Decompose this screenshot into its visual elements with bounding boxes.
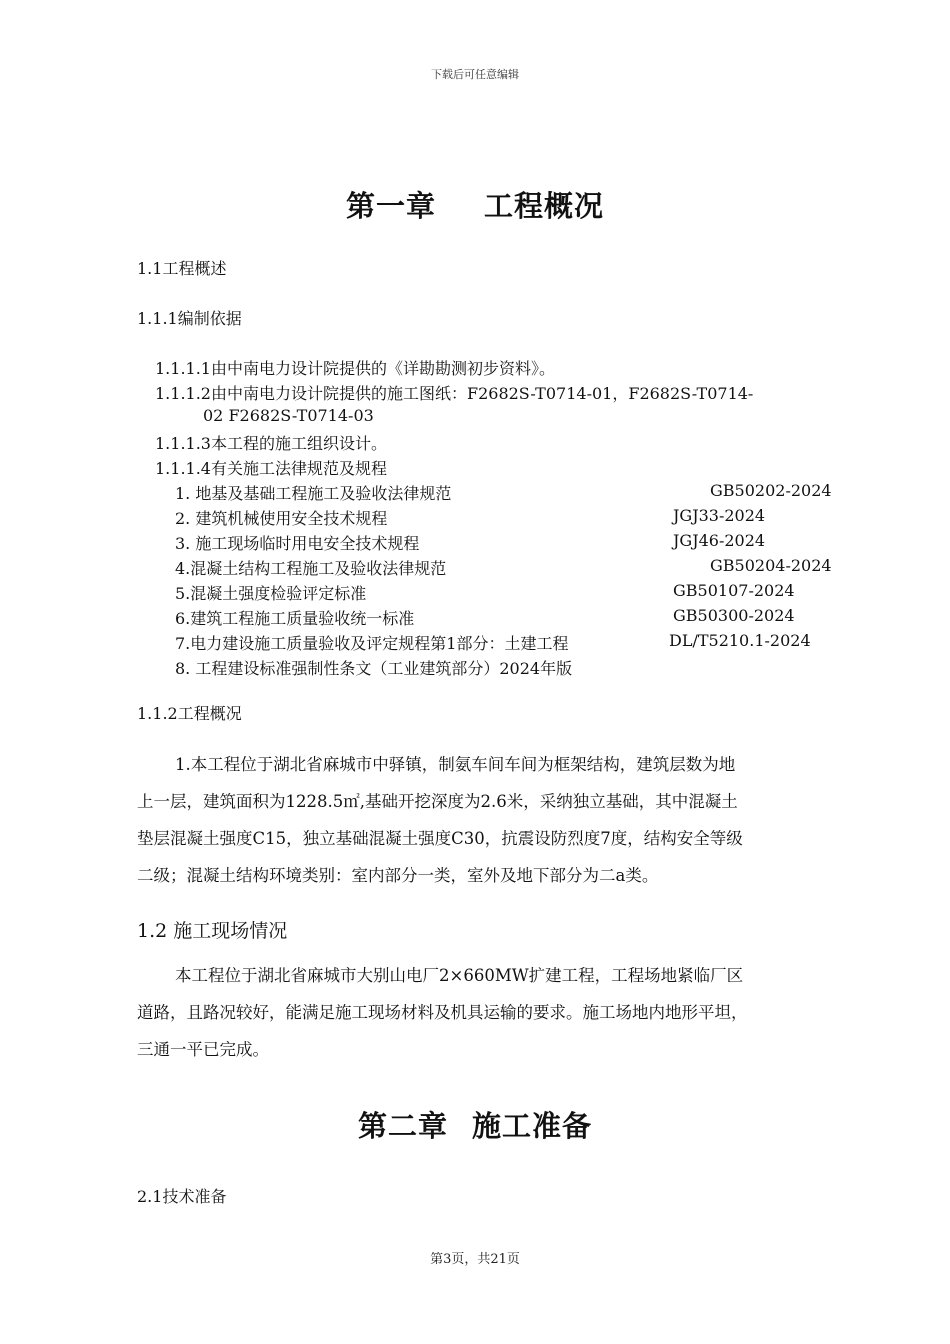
standard-name: 7.电力建设施工质量验收及评定规程第1部分：土建工程 xyxy=(175,634,569,653)
section-1-1-2: 1.1.2工程概况 xyxy=(137,704,242,723)
basis-item-2: 1.1.1.2由中南电力设计院提供的施工图纸：F2682S-T0714-01，F2682S-T0714- xyxy=(155,384,754,403)
basis-item-4: 1.1.1.4有关施工法律规范及规程 xyxy=(155,459,387,478)
standard-name: 2. 建筑机械使用安全技术规程 xyxy=(175,509,388,528)
chapter-2-title: 施工准备 xyxy=(472,1109,593,1143)
chapter-2-label: 第二章 xyxy=(357,1109,448,1143)
overview-line: 上一层，建筑面积为1228.5㎡,基础开挖深度为2.6米，采纳独立基础，其中混凝土 xyxy=(137,792,738,811)
chapter-1-heading xyxy=(0,184,950,225)
standard-name: 6.建筑工程施工质量验收统一标准 xyxy=(175,609,415,628)
overview-line: 1.本工程位于湖北省麻城市中驿镇，制氨车间车间为框架结构，建筑层数为地 xyxy=(175,755,736,774)
site-line: 道路，且路况较好，能满足施工现场材料及机具运输的要求。施工场地内地形平坦， xyxy=(137,1003,748,1022)
standard-name: 3. 施工现场临时用电安全技术规程 xyxy=(175,534,420,553)
chapter-1-title: 工程概况 xyxy=(484,189,605,223)
standard-name: 4.混凝土结构工程施工及验收法律规范 xyxy=(175,559,447,578)
standard-code: DL/T5210.1-2024 xyxy=(669,631,811,650)
basis-item-1: 1.1.1.1由中南电力设计院提供的《详勘勘测初步资料》。 xyxy=(155,359,555,378)
chapter-2-heading xyxy=(0,1104,950,1145)
standard-name: 5.混凝土强度检验评定标准 xyxy=(175,584,367,603)
section-2-1: 2.1技术准备 xyxy=(137,1187,227,1206)
section-1-1: 1.1工程概述 xyxy=(137,259,227,278)
page-header: 下载后可任意编辑 xyxy=(431,68,519,81)
standard-name: 8. 工程建设标准强制性条文（工业建筑部分）2024年版 xyxy=(175,659,573,678)
standard-name: 1. 地基及基础工程施工及验收法律规范 xyxy=(175,484,452,503)
standard-code: GB50204-2024 xyxy=(710,556,832,575)
site-line: 三通一平已完成。 xyxy=(137,1040,269,1059)
basis-item-2-cont: 02 F2682S-T0714-03 xyxy=(203,406,374,425)
chapter-1-label: 第一章 xyxy=(345,189,436,223)
standard-code: JGJ46-2024 xyxy=(673,531,766,550)
site-line: 本工程位于湖北省麻城市大别山电厂2×660MW扩建工程，工程场地紧临厂区 xyxy=(175,966,744,985)
standard-code: GB50107-2024 xyxy=(673,581,795,600)
page-footer: 第3页，共21页 xyxy=(430,1252,520,1267)
standard-code: GB50300-2024 xyxy=(673,606,795,625)
basis-item-3: 1.1.1.3本工程的施工组织设计。 xyxy=(155,434,387,453)
standard-code: JGJ33-2024 xyxy=(673,506,766,525)
overview-line: 垫层混凝土强度C15，独立基础混凝土强度C30，抗震设防烈度7度，结构安全等级 xyxy=(137,829,743,848)
standard-code: GB50202-2024 xyxy=(710,481,832,500)
section-1-1-1: 1.1.1编制依据 xyxy=(137,309,242,328)
overview-line: 二级；混凝土结构环境类别：室内部分一类，室外及地下部分为二a类。 xyxy=(137,866,659,885)
section-1-2: 1.2 施工现场情况 xyxy=(137,920,288,942)
